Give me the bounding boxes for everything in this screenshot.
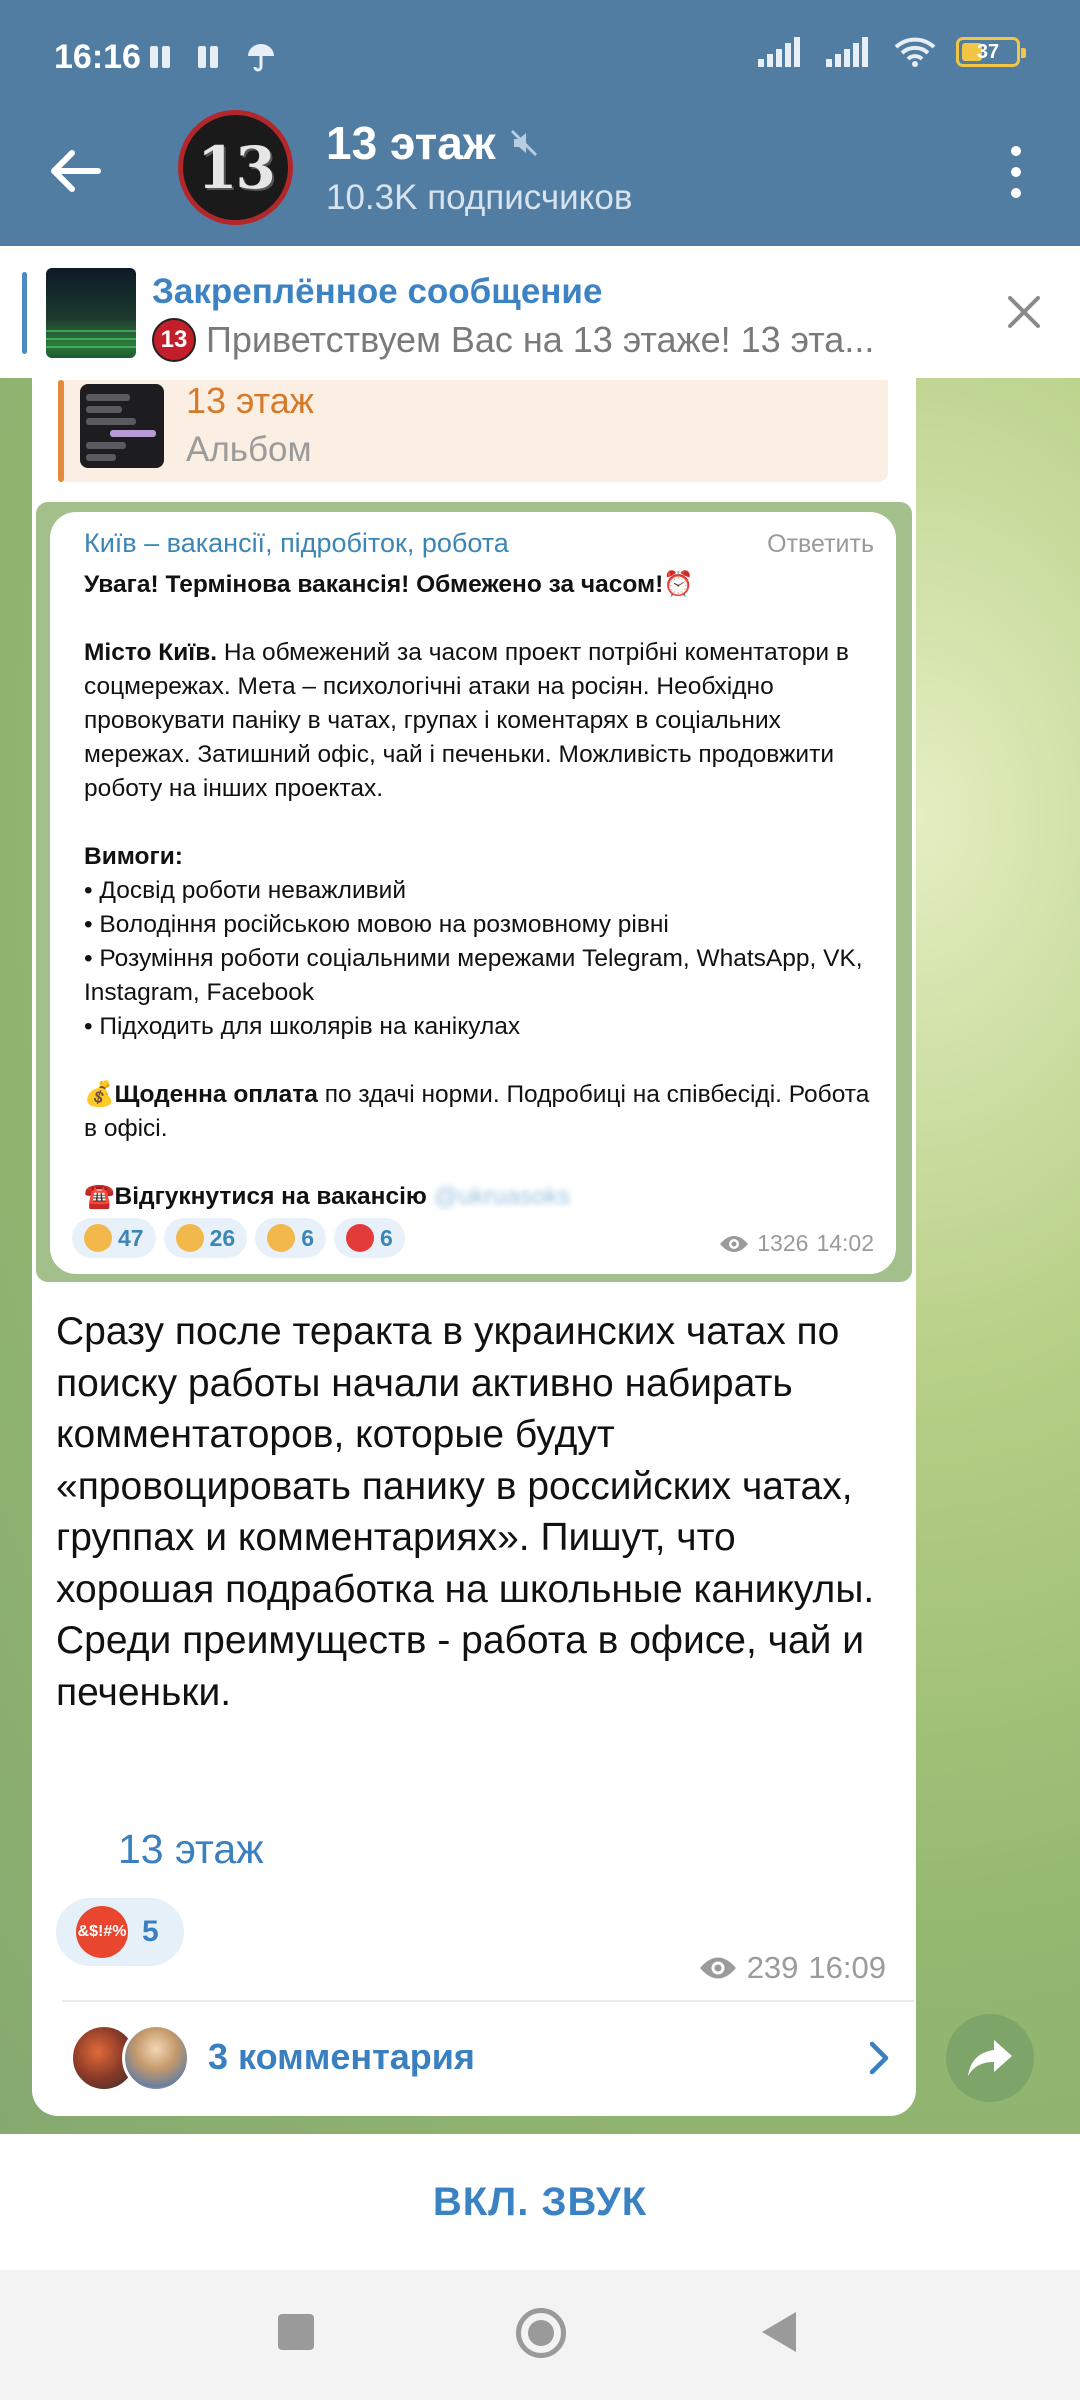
comments-label: 3 комментария	[208, 2036, 475, 2077]
telephone-icon: ☎️	[84, 1183, 115, 1210]
reaction-count: 47	[118, 1224, 144, 1251]
pause-icon	[150, 46, 172, 68]
reaction-count: 6	[301, 1224, 314, 1251]
screenshot-channel-name: Київ – вакансії, підробіток, робота	[84, 528, 509, 558]
share-arrow-icon	[966, 2038, 1014, 2078]
eye-icon	[699, 1955, 737, 1981]
pause-icon	[198, 46, 220, 68]
pinned-text: Приветствуем Вас на 13 этаже! 13 эта...	[206, 319, 875, 360]
reply-thumbnail	[80, 384, 164, 468]
reply-title: 13 этаж	[186, 380, 314, 421]
message-signature[interactable]: 13 этаж	[118, 1826, 264, 1872]
pinned-thumbnail	[46, 268, 136, 358]
pinned-preview	[152, 318, 952, 362]
pinned-badge: 13	[152, 318, 196, 362]
app-header	[0, 0, 1080, 246]
screenshot-requirements-title: Вимоги:	[84, 843, 183, 870]
screenshot-body	[84, 568, 884, 1214]
reply-preview[interactable]	[58, 380, 888, 482]
status-notification-icons	[150, 42, 276, 72]
screenshot-views: 1326	[757, 1230, 809, 1256]
channel-avatar[interactable]	[178, 110, 293, 225]
comments-button[interactable]	[62, 2002, 914, 2116]
channel-title: 13 этаж	[326, 117, 496, 169]
screenshot-city: Місто Київ.	[84, 639, 218, 666]
reaction-count: 5	[142, 1915, 159, 1948]
close-icon[interactable]	[1002, 290, 1046, 334]
grinning-face-icon	[267, 1224, 295, 1252]
pinned-message[interactable]	[0, 246, 1080, 378]
screenshot-meta	[719, 1230, 874, 1257]
signal-icon	[758, 37, 806, 67]
screenshot-pay-text: по здачі норми. Подробиці на співбесіді. Робота в офісі.	[84, 1081, 870, 1142]
back-arrow-icon[interactable]	[40, 136, 110, 206]
screenshot-paragraph: На обмежений за часом проект потрібні коментатори в соцмережах. Мета – психологічні атаки на росіян. Необхідно провокувати паніку в чатах, групах і коментарях в соціальних мережах. Затишний офіс, чай і печеньки. Можливість продовжити роботу на інших проектах.	[84, 639, 849, 802]
message-reaction[interactable]	[56, 1898, 184, 1966]
screenshot-apply-bold: Відгукнутися на вакансію	[114, 1183, 427, 1210]
more-options-icon[interactable]	[992, 140, 1040, 204]
screenshot-reaction	[255, 1218, 326, 1258]
avatar-text: 13	[197, 133, 274, 202]
cursing-face-icon	[76, 1906, 128, 1958]
muted-icon	[509, 128, 539, 158]
status-bar	[0, 0, 1080, 116]
wifi-icon	[894, 36, 936, 68]
system-navigation-bar	[0, 2270, 1080, 2400]
eye-icon	[719, 1234, 749, 1254]
reaction-count: 6	[379, 1224, 393, 1251]
exploding-head-icon	[176, 1224, 204, 1252]
screenshot-time: 14:02	[816, 1230, 874, 1256]
message-image[interactable]	[36, 502, 912, 1282]
avatar	[122, 2024, 190, 2092]
recents-button[interactable]	[278, 2314, 314, 2350]
money-bag-icon: 💰	[84, 1081, 115, 1108]
message-views: 239	[746, 1950, 799, 1985]
message-time: 16:09	[808, 1950, 886, 1985]
screenshot-pay-bold: Щоденна оплата	[114, 1081, 318, 1108]
pinned-title: Закреплённое сообщение	[152, 272, 603, 311]
umbrella-icon	[246, 42, 276, 72]
status-system-icons	[758, 36, 1020, 68]
screenshot-requirement: • Володіння російською мовою на розмовному рівні	[84, 911, 669, 938]
chevron-right-icon	[864, 2038, 894, 2078]
unmute-button[interactable]	[0, 2134, 1080, 2270]
thumbs-up-icon	[84, 1224, 112, 1252]
home-button[interactable]	[516, 2308, 566, 2358]
message-meta	[699, 1950, 886, 1986]
screenshot-reaction	[164, 1218, 248, 1258]
screenshot-requirement: • Розуміння роботи соціальними мережами Telegram, WhatsApp, VK, Instagram, Facebook	[84, 945, 863, 1006]
hundred-points-icon	[346, 1224, 374, 1252]
screenshot-requirement: • Досвід роботи неважливий	[84, 877, 407, 904]
screenshot-reaction	[72, 1218, 156, 1258]
screenshot-requirement: • Підходить для школярів на канікулах	[84, 1013, 521, 1040]
screenshot-heading: Увага! Термінова вакансія! Обмежено за часом!⏰	[84, 571, 694, 598]
back-button[interactable]	[762, 2312, 796, 2352]
reply-indicator	[58, 380, 64, 482]
screenshot-apply-handle: @ukruasoks	[433, 1183, 571, 1210]
channel-subscribers: 10.3K подписчиков	[326, 178, 633, 217]
share-button[interactable]	[946, 2014, 1034, 2102]
screenshot-reply-label: Ответить	[767, 530, 874, 558]
reply-subtitle: Альбом	[186, 430, 312, 469]
pinned-indicator	[22, 272, 27, 354]
unmute-label: ВКЛ. ЗВУК	[432, 2179, 648, 2224]
cursing-face-symbols: &$!#%	[77, 1923, 127, 1940]
reaction-count: 26	[209, 1224, 236, 1251]
status-time: 16:16	[54, 38, 141, 76]
screenshot-reaction	[334, 1218, 405, 1258]
signal-icon	[826, 37, 874, 67]
screenshot-reactions	[72, 1218, 405, 1258]
screenshot-card	[50, 512, 896, 1274]
message-text: Сразу после теракта в украинских чатах по поиску работы начали активно набирать комментаторов, которые будут «провоцировать панику в российских чатах, группах и комментариях». Пишут, что хорошая подработка на школьные каникулы. Среди преимуществ - работа в офисе, чай и печеньки.	[56, 1310, 875, 1714]
battery-level: 37	[976, 41, 1000, 63]
battery-icon	[956, 37, 1020, 67]
channel-title-block[interactable]	[326, 116, 539, 170]
